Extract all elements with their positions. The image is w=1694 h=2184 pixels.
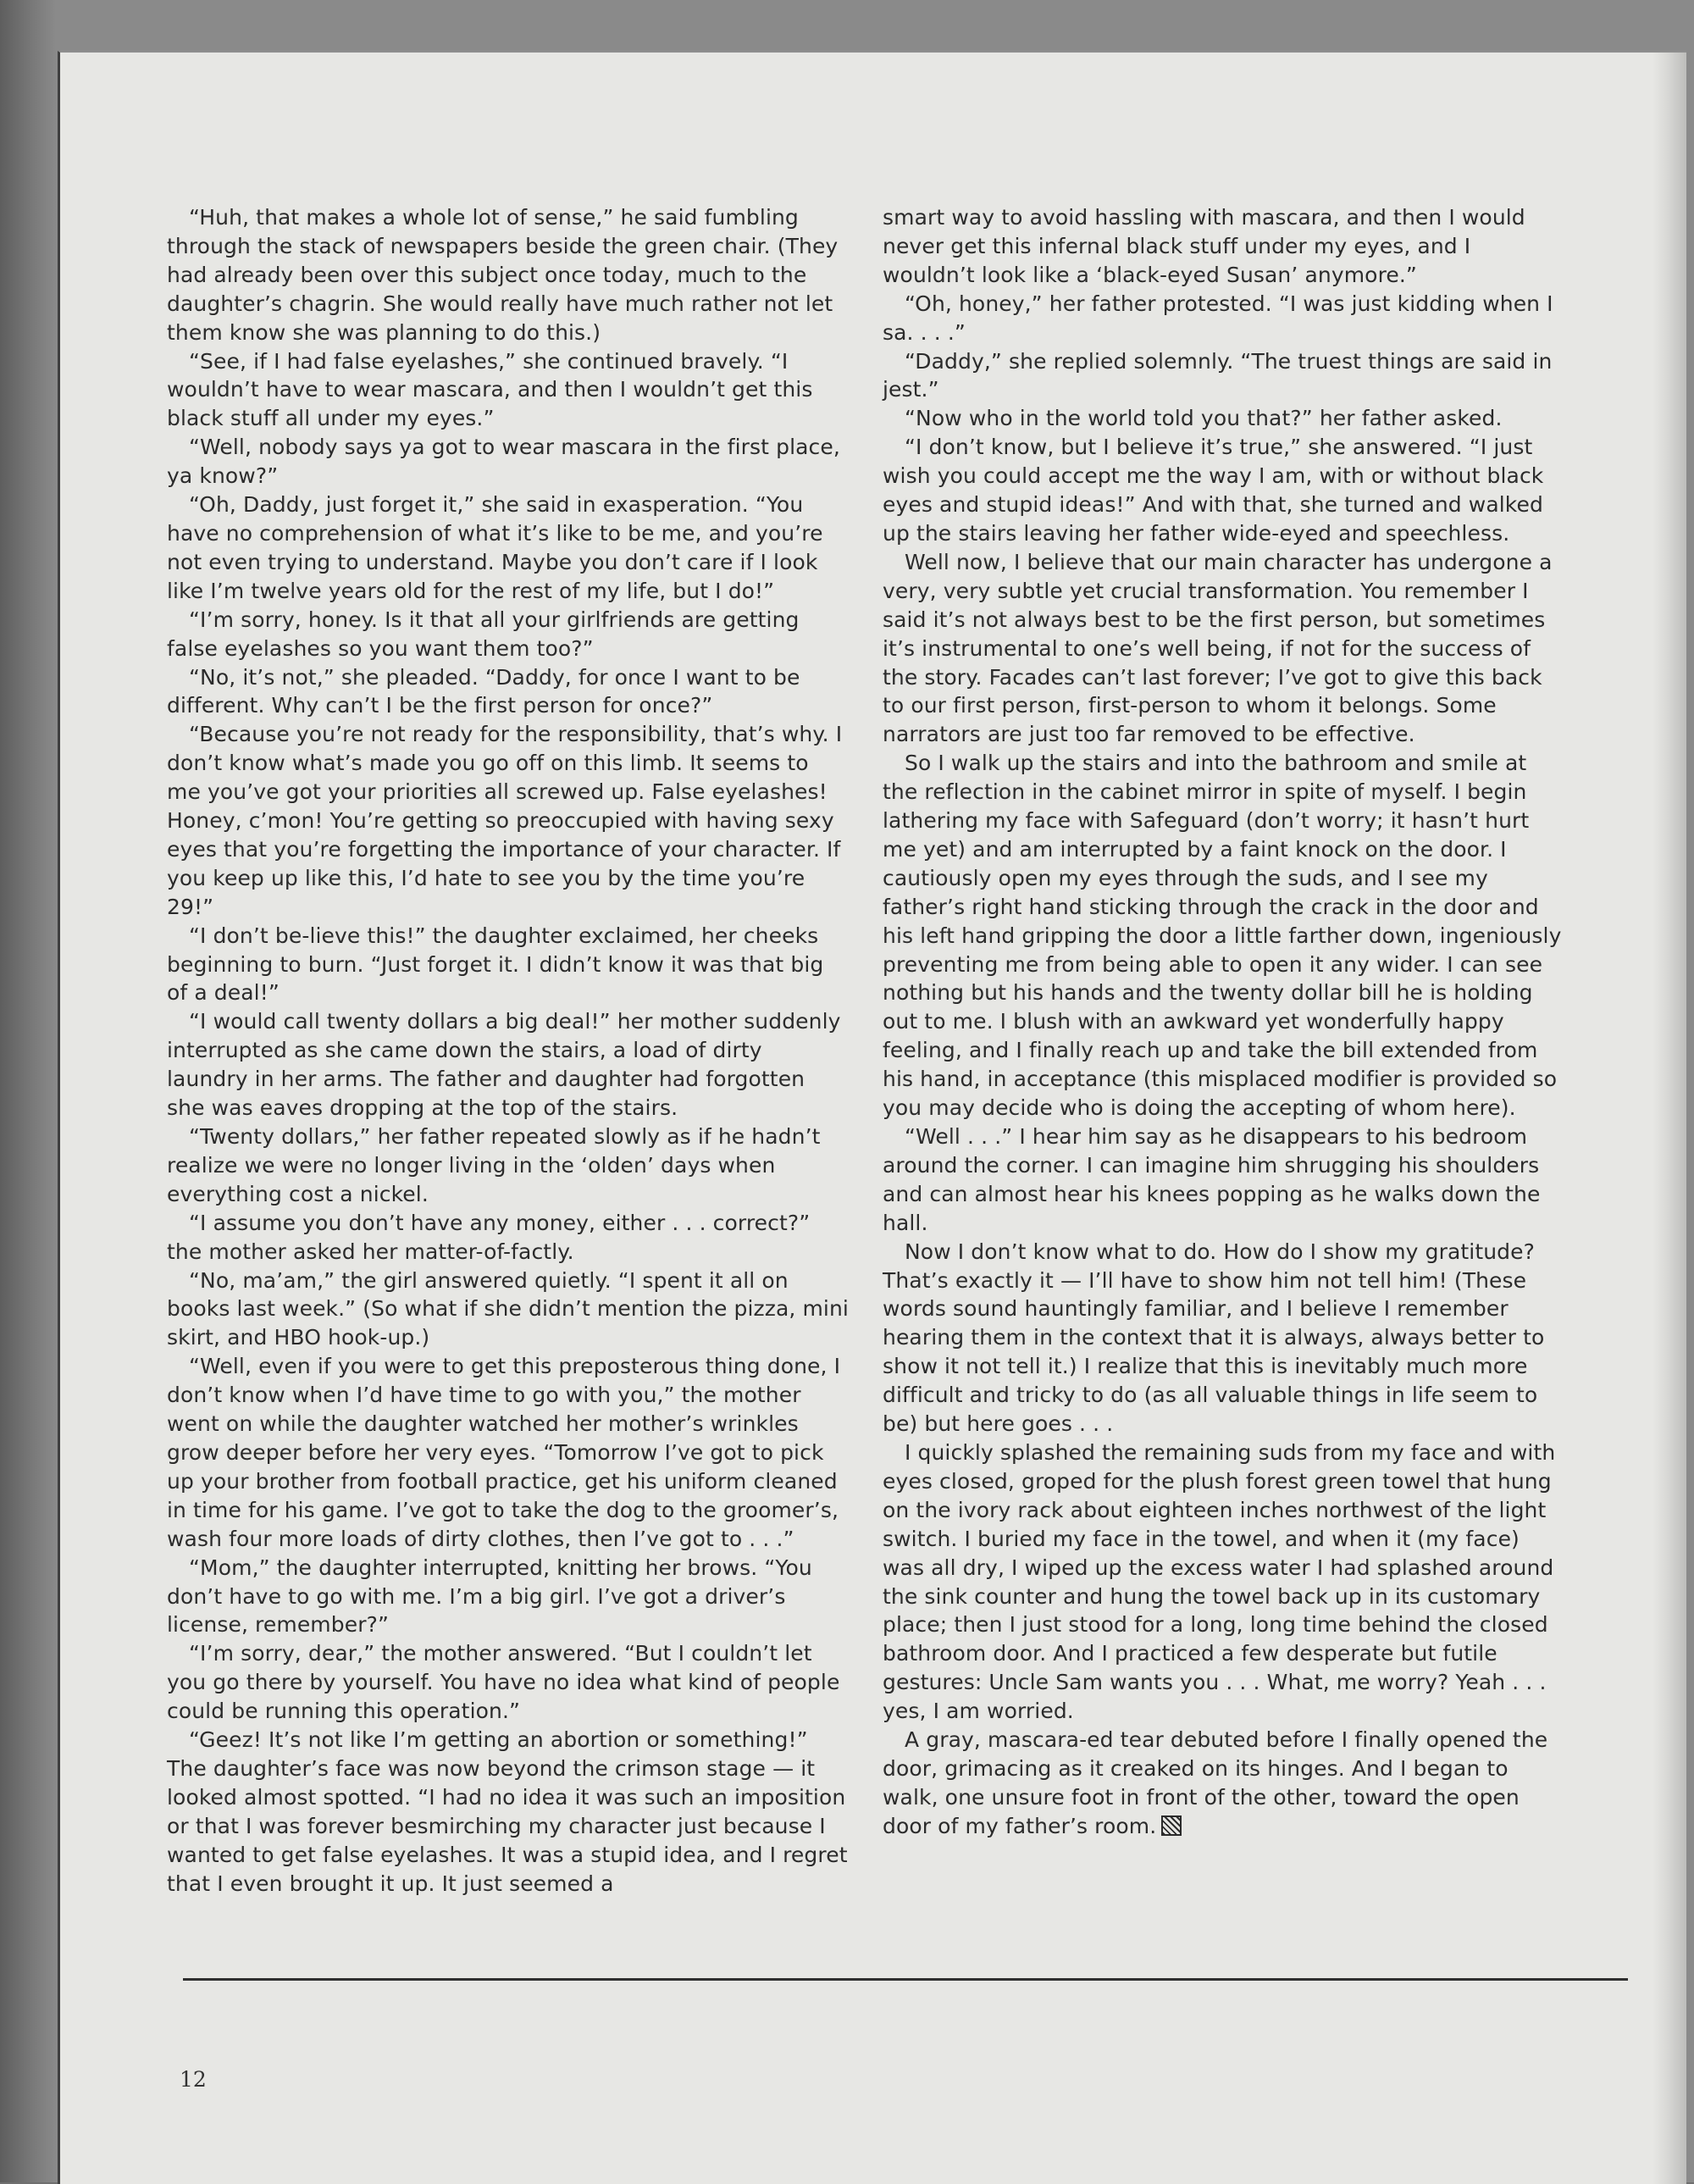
footer-rule	[183, 1978, 1628, 1981]
paragraph: “I assume you don’t have any money, either . . . correct?” the mother asked her matter-of-factly.	[167, 1210, 811, 1264]
paragraph: “Now who in the world told you that?” her father asked.	[905, 406, 1503, 431]
paragraph: I quickly splashed the remaining suds from my face and with eyes closed, groped for the plush forest green towel that hung on the ivory rack about eighteen inches northwest of the light switch. I buried my face in the towel, and when it (my face) was all dry, I wiped up the excess water I had splashed around the sink counter and hung the towel back up in its customary place; then I just stood for a long, long time behind the closed bathroom door. And I practiced a few desperate but futile gestures: Uncle Sam wants you . . . What, me worry? Yeah . . . yes, I am worried.	[883, 1439, 1556, 1724]
last-paragraph	[883, 1726, 1564, 1841]
paragraph: “Huh, that makes a whole lot of sense,” he said fumbling through the stack of newspapers beside the green chair. (They had already been over this subject once today, much to the daughter’s chagrin. She would really have much rather not let them know she was planning to do this.)	[167, 205, 839, 345]
paragraph: “Mom,” the daughter interrupted, knitting her brows. “You don’t have to go with me. I’m a big girl. I’ve got a driver’s license, remember?”	[167, 1555, 812, 1638]
paragraph: “Well, even if you were to get this preposterous thing done, I don’t know when I’d have time to go with you,” the mother went on while the daughter watched her mother’s wrinkles grow deeper before her very eyes. “Tomorrow I’ve got to pick up your brother from football practice, get his uniform cleaned in time for his game. I’ve got to take the dog to the groomer’s, wash four more loads of dirty clothes, then I’ve got to . . .”	[167, 1354, 841, 1551]
paragraph: “Oh, Daddy, just forget it,” she said in exasperation. “You have no comprehension of what it’s like to be me, and you’re not even trying to understand. Maybe you don’t care if I look like I’m twelve years old for the rest of my life, but I do!”	[167, 492, 823, 603]
paragraph: “I’m sorry, honey. Is it that all your girlfriends are getting false eyelashes so you want them too?”	[167, 607, 800, 661]
paragraph: “Twenty dollars,” her father repeated slowly as if he hadn’t realize we were no longer living in the ‘olden’ days when everything cost a nickel.	[167, 1124, 821, 1206]
paragraph: “Geez! It’s not like I’m getting an abortion or something!” The daughter’s face was now beyond the crimson stage — it looked almost spotted. “I had no idea it was such an imposition or that I was forever besmirching my character just because I wanted to get false eyelashes. It was a stupid idea, and I regret that I even brought it up. It just seemed a	[167, 1727, 848, 1896]
paragraph: Now I don’t know what to do. How do I show my gratitude? That’s exactly it — I’ll have to show him not tell him! (These words sound hauntingly familiar, and I believe I remember hearing them in the context that it is always, always better to show it not tell it.) I realize that this is inevitably much more difficult and tricky to do (as all valuable things in life seem to be) but here goes . . .	[883, 1239, 1545, 1437]
paragraph: “No, ma’am,” the girl answered quietly. “I spent it all on books last week.” (So what if she didn’t mention the pizza, mini skirt, and HBO hook-up.)	[167, 1267, 849, 1350]
paragraph: “No, it’s not,” she pleaded. “Daddy, for once I want to be different. Why can’t I be the first person for once?”	[167, 664, 800, 718]
paragraph-text: A gray, mascara-ed tear debuted before I finally opened the door, grimacing as it creaked on its hinges. And I began to walk, one unsure foot in front of the other, toward the open door of my father’s room.	[883, 1727, 1548, 1838]
paragraph-continuation: smart way to avoid hassling with mascara, and then I would never get this infernal black stuff under my eyes, and I wouldn’t look like a ‘black-eyed Susan’ anymore.”	[883, 205, 1525, 287]
end-of-story-mark	[1161, 1815, 1182, 1836]
paragraph: “Because you’re not ready for the responsibility, that’s why. I don’t know what’s made you go off on this limb. It seems to me you’ve got your priorities all screwed up. False eyelashes! Honey, c’mon! You’re getting so preoccupied with having sexy eyes that you’re forgetting the importance of your character. If you keep up like this, I’d hate to see you by the time you’re 29!”	[167, 722, 843, 919]
paragraph: Well now, I believe that our main character has undergone a very, very subtle yet crucial transformation. You remember I said it’s not always best to be the first person, but sometimes it’s instrumental to one’s well being, if not for the success of the story. Facades can’t last forever; I’ve got to give this back to our first person, first-person to whom it belongs. Some narrators are just too far removed to be effective.	[883, 549, 1553, 747]
paragraph: So I walk up the stairs and into the bathroom and smile at the reflection in the cabinet mirror in spite of myself. I begin lathering my face with Safeguard (don’t worry; it hasn’t hurt me yet) and am interrupted by a faint knock on the door. I cautiously open my eyes through the suds, and I see my father’s right hand sticking through the crack in the door and his left hand gripping the door a little farther down, ingeniously preventing me from being able to open it any wider. I can see nothing but his hands and the twenty dollar bill he is holding out to me. I blush with an awkward yet wonderfully happy feeling, and I finally reach up and take the bill extended from his hand, in acceptance (this misplaced modifier is provided so you may decide who is doing the accepting of whom here).	[883, 751, 1562, 1121]
page-number: 12	[180, 2067, 207, 2092]
paragraph: “I’m sorry, dear,” the mother answered. “But I couldn’t let you go there by yourself. You have no idea what kind of people could be running this operation.”	[167, 1641, 840, 1724]
text-column-left	[167, 203, 849, 1898]
page-curl-shadow	[1652, 53, 1686, 2184]
paragraph: “Well . . .” I hear him say as he disappears to his bedroom around the corner. I can imagine him shrugging his shoulders and can almost hear his knees popping as he walks down the hall.	[883, 1124, 1541, 1235]
text-column-right	[883, 203, 1564, 1841]
paragraph: “Daddy,” she replied solemnly. “The truest things are said in jest.”	[883, 348, 1553, 402]
paragraph: “I don’t be-lieve this!” the daughter exclaimed, her cheeks beginning to burn. “Just forget it. I didn’t know it was that big of a deal!”	[167, 923, 824, 1006]
paragraph: “Oh, honey,” her father protested. “I was just kidding when I sa. . . .”	[883, 291, 1553, 345]
paragraph: “I don’t know, but I believe it’s true,” she answered. “I just wish you could accept me the way I am, with or without black eyes and stupid ideas!” And with that, she turned and walked up the stairs leaving her father wide-eyed and speechless.	[883, 435, 1544, 546]
paragraph: “See, if I had false eyelashes,” she continued bravely. “I wouldn’t have to wear mascara, and then I wouldn’t get this black stuff all under my eyes.”	[167, 348, 813, 431]
paragraph: “I would call twenty dollars a big deal!” her mother suddenly interrupted as she came down the stairs, a load of dirty laundry in her arms. The father and daughter had forgotten she was eaves dropping at the top of the stairs.	[167, 1009, 841, 1121]
paragraph: “Well, nobody says ya got to wear mascara in the first place, ya know?”	[167, 435, 840, 489]
